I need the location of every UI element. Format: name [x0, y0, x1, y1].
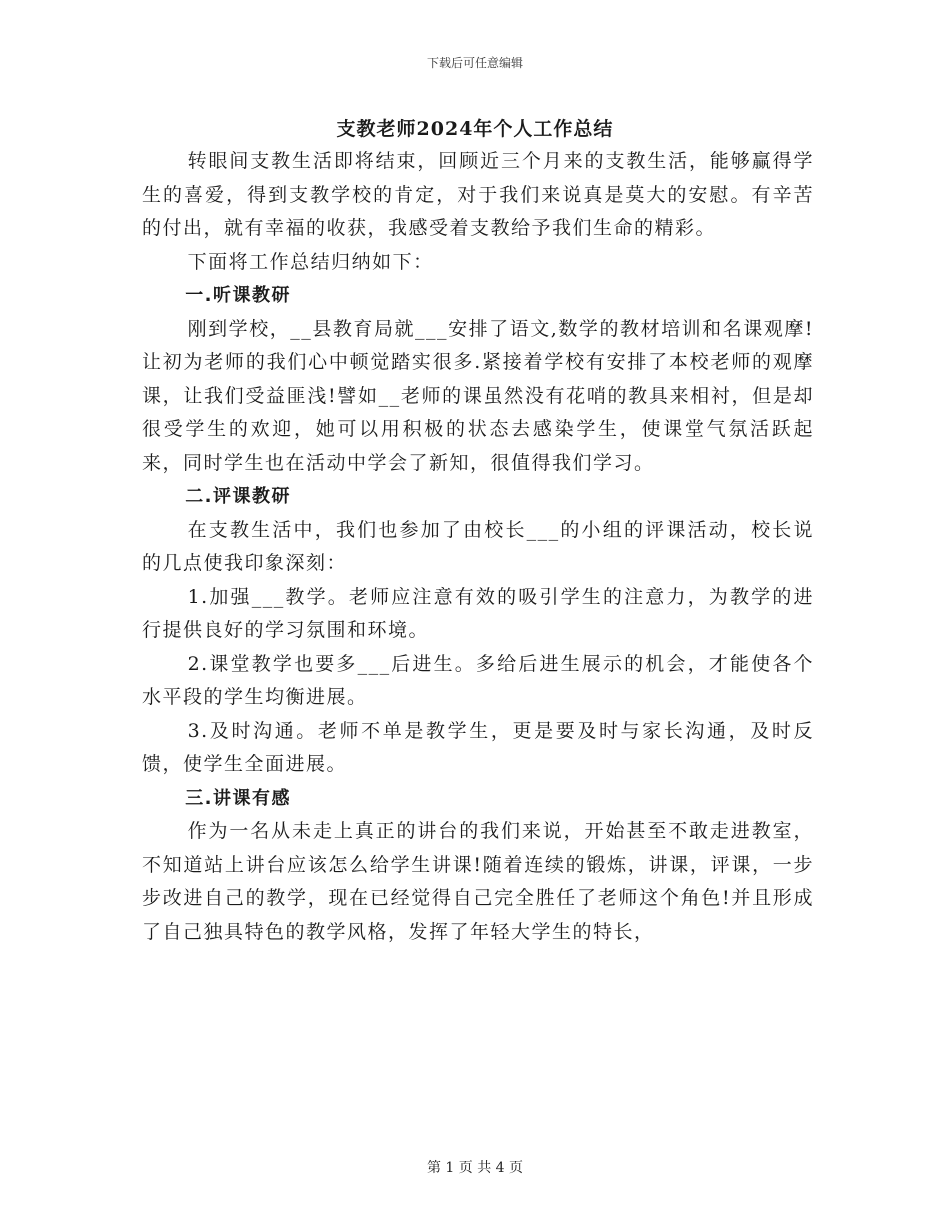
list-item-1: 1.加强___教学。老师应注意有效的吸引学生的注意力，为教学的进行提供良好的学习氛围和环境。 — [142, 585, 814, 641]
paragraph-section-2: 在支教生活中，我们也参加了由校长___的小组的评课活动，校长说的几点使我印象深刻： — [142, 518, 814, 574]
list-item-2: 2.课堂教学也要多___后进生。多给后进生展示的机会，才能使各个水平段的学生均衡进展。 — [142, 652, 814, 708]
paragraph-section-3: 作为一名从未走上真正的讲台的我们来说，开始甚至不敢走进教室，不知道站上讲台应该怎么给学生讲课!随着连续的锻炼，讲课，评课，一步步改进自己的教学，现在已经觉得自己完全胜任了老师这个角色!并且形成了自己独具特色的教学风格，发挥了年轻大学生的特长， — [142, 820, 814, 943]
page-number: 第 1 页 共 4 页 — [426, 1160, 524, 1176]
document-title: 支教老师2024年个人工作总结 — [336, 118, 614, 140]
section-heading-3: 三.讲课有感 — [185, 787, 292, 809]
section-heading-2: 二.评课教研 — [185, 486, 292, 507]
list-item-3: 3.及时沟通。老师不单是教学生，更是要及时与家长沟通，及时反馈，使学生全面进展。 — [142, 719, 814, 775]
header-note: 下载后可任意编辑 — [426, 56, 523, 70]
section-heading-1: 一.听课教研 — [185, 285, 292, 306]
paragraph-summary-lead: 下面将工作总结归纳如下： — [187, 250, 434, 273]
paragraph-section-1: 刚到学校，__县教育局就___安排了语文,数学的教材培训和名课观摩!让初为老师的我们心中顿觉踏实很多.紧接着学校有安排了本校老师的观摩课，让我们受益匪浅!譬如__老师的课虽然没有花哨的教具来相衬，但是却很受学生的欢迎，她可以用积极的状态去感染学生，使课堂气氛活跃起来，同时学生也在活动中学会了新知，很值得我们学习。 — [142, 317, 814, 474]
paragraph-intro: 转眼间支教生活即将结束，回顾近三个月来的支教生活，能够赢得学生的喜爱，得到支教学校的肯定，对于我们来说真是莫大的安慰。有辛苦的付出，就有幸福的收获，我感受着支教给予我们生命的精彩。 — [142, 150, 814, 239]
document-body — [142, 145, 814, 949]
